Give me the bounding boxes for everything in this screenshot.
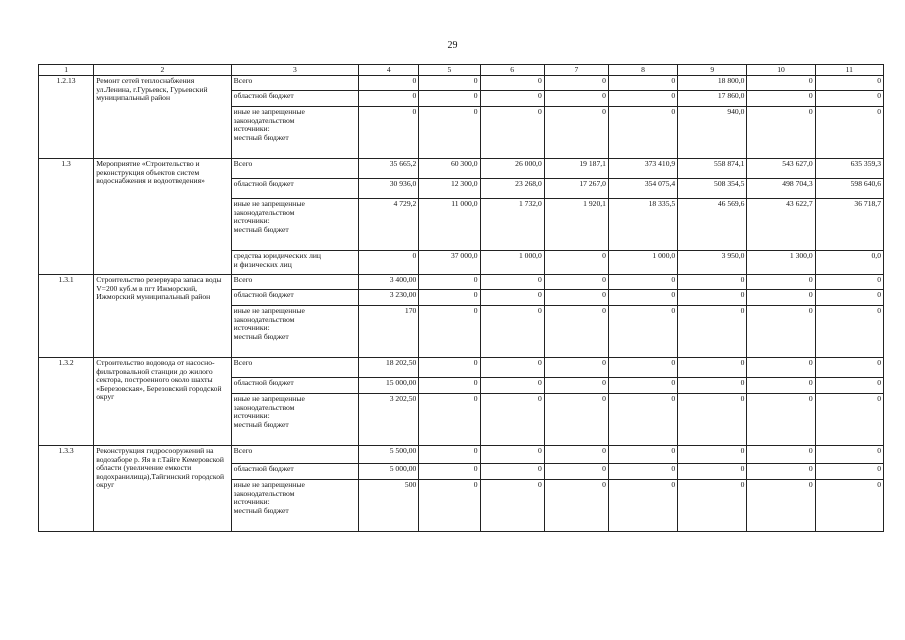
item-name: Строительство резервуара запаса воды V=200 куб.м в пгт Ижморский, Ижморский муниципальный район: [94, 275, 231, 358]
value-cell: 500: [359, 480, 419, 532]
value-cell: 1 732,0: [480, 199, 544, 251]
value-cell: 1 300,0: [747, 251, 815, 275]
funding-source-line: источники:: [233, 411, 270, 421]
funding-source-line: источники:: [233, 497, 270, 507]
funding-source: [231, 480, 358, 532]
value-cell: 0: [544, 107, 608, 159]
value-cell: 0: [608, 394, 677, 446]
funding-source-line: местный бюджет: [233, 224, 289, 234]
value-cell: 18 202,50: [359, 358, 419, 378]
item-code: 1.3.3: [39, 446, 94, 532]
header-cell: 10: [747, 65, 815, 76]
table-body: [39, 65, 884, 532]
value-cell: 0: [480, 358, 544, 378]
value-cell: 0: [747, 275, 815, 290]
value-cell: 18 335,5: [608, 199, 677, 251]
value-cell: 0: [480, 107, 544, 159]
value-cell: 0: [747, 446, 815, 464]
value-cell: 0: [419, 275, 480, 290]
value-cell: 0: [544, 358, 608, 378]
funding-source-line: областной бюджет: [233, 91, 294, 100]
funding-source: [231, 394, 358, 446]
header-cell: 8: [608, 65, 677, 76]
value-cell: 0: [608, 306, 677, 358]
value-cell: 598 640,6: [815, 179, 883, 199]
value-cell: 0: [747, 306, 815, 358]
value-cell: 0: [419, 464, 480, 480]
value-cell: 373 410,9: [608, 159, 677, 179]
funding-source-line: законодательством: [233, 488, 295, 498]
value-cell: 0: [608, 290, 677, 306]
value-cell: 0: [419, 76, 480, 91]
value-cell: 0: [678, 464, 747, 480]
value-cell: 0: [544, 251, 608, 275]
funding-source: [231, 290, 358, 306]
header-row: [39, 65, 884, 76]
value-cell: 5 500,00: [359, 446, 419, 464]
value-cell: 19 187,1: [544, 159, 608, 179]
value-cell: 0: [678, 446, 747, 464]
value-cell: 0: [419, 394, 480, 446]
item-code: 1.3.1: [39, 275, 94, 358]
header-cell: 4: [359, 65, 419, 76]
value-cell: 0: [678, 275, 747, 290]
header-cell: 3: [231, 65, 358, 76]
value-cell: 0: [419, 378, 480, 394]
funding-source-line: областной бюджет: [233, 179, 294, 188]
funding-source-line: иные не запрещенные: [233, 306, 305, 315]
value-cell: 0: [815, 76, 883, 91]
header-cell: 2: [94, 65, 231, 76]
value-cell: 1 920,1: [544, 199, 608, 251]
budget-table: [38, 64, 884, 532]
value-cell: 0: [544, 394, 608, 446]
value-cell: 0: [480, 290, 544, 306]
funding-source-line: Всего: [233, 159, 253, 168]
value-cell: 0: [747, 107, 815, 159]
value-cell: 498 704,3: [747, 179, 815, 199]
value-cell: 0: [815, 446, 883, 464]
item-name: Ремонт сетей теплоснабжения ул.Ленина, г.Гурьевск, Гурьевский муниципальный район: [94, 76, 231, 159]
item-name: Строительство водовода от насосно-фильтровальной станции до жилого сектора, построенного около шахты «Березовская», Березовский городской округ: [94, 358, 231, 446]
funding-source-line: иные не запрещенные: [233, 107, 305, 116]
funding-source: [231, 446, 358, 464]
value-cell: 0: [480, 378, 544, 394]
value-cell: 0: [480, 446, 544, 464]
value-cell: 0: [359, 91, 419, 107]
funding-source-line: Всего: [233, 76, 253, 85]
value-cell: 37 000,0: [419, 251, 480, 275]
value-cell: 0: [608, 275, 677, 290]
value-cell: 0: [747, 464, 815, 480]
funding-source: [231, 306, 358, 358]
value-cell: 0: [815, 275, 883, 290]
value-cell: 0: [608, 464, 677, 480]
funding-source-line: и физических лиц: [233, 259, 292, 269]
funding-source-line: местный бюджет: [233, 505, 289, 515]
value-cell: 35 665,2: [359, 159, 419, 179]
value-cell: 0: [544, 275, 608, 290]
value-cell: 0: [678, 378, 747, 394]
value-cell: 0: [608, 378, 677, 394]
value-cell: 508 354,5: [678, 179, 747, 199]
funding-source-line: законодательством: [233, 314, 295, 324]
funding-source-line: Всего: [233, 358, 253, 367]
value-cell: 0: [678, 394, 747, 446]
value-cell: 0: [419, 290, 480, 306]
value-cell: 0: [419, 480, 480, 532]
funding-source: [231, 76, 358, 91]
table-row: [39, 159, 884, 179]
value-cell: 0: [608, 480, 677, 532]
funding-source-line: местный бюджет: [233, 132, 289, 142]
value-cell: 23 268,0: [480, 179, 544, 199]
value-cell: 0: [359, 251, 419, 275]
value-cell: 46 569,6: [678, 199, 747, 251]
value-cell: 0: [419, 306, 480, 358]
value-cell: 0: [815, 107, 883, 159]
value-cell: 0: [815, 91, 883, 107]
value-cell: 0: [480, 91, 544, 107]
value-cell: 0: [815, 464, 883, 480]
funding-source: [231, 464, 358, 480]
value-cell: 0: [480, 275, 544, 290]
header-cell: 6: [480, 65, 544, 76]
value-cell: 26 000,0: [480, 159, 544, 179]
funding-source: [231, 275, 358, 290]
value-cell: 0: [480, 480, 544, 532]
funding-source-line: законодательством: [233, 207, 295, 217]
value-cell: 0: [815, 290, 883, 306]
value-cell: 0: [359, 76, 419, 91]
value-cell: 60 300,0: [419, 159, 480, 179]
funding-source-line: областной бюджет: [233, 378, 294, 387]
funding-source-line: законодательством: [233, 402, 295, 412]
value-cell: 5 000,00: [359, 464, 419, 480]
value-cell: 3 230,00: [359, 290, 419, 306]
value-cell: 30 936,0: [359, 179, 419, 199]
funding-source-line: средства юридических лиц: [233, 251, 321, 260]
value-cell: 0: [480, 306, 544, 358]
value-cell: 0: [747, 358, 815, 378]
value-cell: 0: [480, 394, 544, 446]
value-cell: 170: [359, 306, 419, 358]
value-cell: 0: [544, 464, 608, 480]
value-cell: 0: [678, 306, 747, 358]
value-cell: 11 000,0: [419, 199, 480, 251]
value-cell: 558 874,1: [678, 159, 747, 179]
item-name: Мероприятие «Строительство и реконструкция объектов систем водоснабжения и водоотведения»: [94, 159, 231, 275]
funding-source-line: иные не запрещенные: [233, 480, 305, 489]
funding-source-line: законодательством: [233, 115, 295, 125]
item-name: Реконструкция гидросооружений на водозаборе р. Яя в г.Тайге Кемеровской области (увеличение емкости водохранилища),Тайгинский городской округ: [94, 446, 231, 532]
value-cell: 543 627,0: [747, 159, 815, 179]
value-cell: 0: [815, 358, 883, 378]
value-cell: 0: [544, 480, 608, 532]
value-cell: 0: [608, 76, 677, 91]
value-cell: 0: [747, 76, 815, 91]
value-cell: 0: [747, 290, 815, 306]
value-cell: 1 000,0: [608, 251, 677, 275]
value-cell: 0: [419, 358, 480, 378]
value-cell: 17 267,0: [544, 179, 608, 199]
item-code: 1.2.13: [39, 76, 94, 159]
item-code: 1.3.2: [39, 358, 94, 446]
value-cell: 18 800,0: [678, 76, 747, 91]
page-number: 29: [447, 40, 458, 51]
value-cell: 0: [608, 107, 677, 159]
funding-source-line: местный бюджет: [233, 331, 289, 341]
value-cell: 12 300,0: [419, 179, 480, 199]
header-cell: 11: [815, 65, 883, 76]
header-cell: 5: [419, 65, 480, 76]
table-row: [39, 76, 884, 91]
value-cell: 0: [544, 306, 608, 358]
value-cell: 43 622,7: [747, 199, 815, 251]
header-cell: 9: [678, 65, 747, 76]
value-cell: 0: [815, 394, 883, 446]
funding-source: [231, 179, 358, 199]
value-cell: 0: [544, 378, 608, 394]
funding-source-line: источники:: [233, 323, 270, 333]
value-cell: 0: [544, 91, 608, 107]
value-cell: 354 075,4: [608, 179, 677, 199]
funding-source-line: местный бюджет: [233, 419, 289, 429]
value-cell: 3 950,0: [678, 251, 747, 275]
value-cell: 0: [608, 358, 677, 378]
funding-source-line: Всего: [233, 446, 253, 455]
value-cell: 0: [480, 464, 544, 480]
value-cell: 0,0: [815, 251, 883, 275]
header-cell: 7: [544, 65, 608, 76]
funding-source-line: источники:: [233, 124, 270, 134]
value-cell: 0: [747, 480, 815, 532]
value-cell: 0: [815, 378, 883, 394]
funding-source: [231, 199, 358, 251]
value-cell: 3 400,00: [359, 275, 419, 290]
funding-source-line: областной бюджет: [233, 290, 294, 299]
value-cell: 0: [608, 446, 677, 464]
value-cell: 0: [747, 394, 815, 446]
value-cell: 0: [544, 290, 608, 306]
value-cell: 635 359,3: [815, 159, 883, 179]
value-cell: 0: [359, 107, 419, 159]
value-cell: 0: [815, 480, 883, 532]
value-cell: 4 729,2: [359, 199, 419, 251]
funding-source: [231, 358, 358, 378]
table-row: [39, 358, 884, 378]
funding-source: [231, 107, 358, 159]
funding-source: [231, 378, 358, 394]
value-cell: 0: [815, 306, 883, 358]
table-row: [39, 275, 884, 290]
value-cell: 3 202,50: [359, 394, 419, 446]
funding-source-line: иные не запрещенные: [233, 199, 305, 208]
value-cell: 940,0: [678, 107, 747, 159]
header-cell: 1: [39, 65, 94, 76]
value-cell: 0: [678, 358, 747, 378]
funding-source-line: областной бюджет: [233, 464, 294, 473]
funding-source: [231, 91, 358, 107]
value-cell: 15 000,00: [359, 378, 419, 394]
value-cell: 0: [747, 91, 815, 107]
value-cell: 0: [544, 76, 608, 91]
value-cell: 0: [419, 446, 480, 464]
funding-source-line: иные не запрещенные: [233, 394, 305, 403]
value-cell: 17 860,0: [678, 91, 747, 107]
value-cell: 0: [608, 91, 677, 107]
value-cell: 0: [544, 446, 608, 464]
value-cell: 1 000,0: [480, 251, 544, 275]
value-cell: 0: [419, 91, 480, 107]
table-row: [39, 446, 884, 464]
item-code: 1.3: [39, 159, 94, 275]
funding-source-line: источники:: [233, 216, 270, 226]
value-cell: 0: [678, 290, 747, 306]
value-cell: 36 718,7: [815, 199, 883, 251]
value-cell: 0: [419, 107, 480, 159]
value-cell: 0: [747, 378, 815, 394]
value-cell: 0: [480, 76, 544, 91]
funding-source: [231, 159, 358, 179]
funding-source: [231, 251, 358, 275]
funding-source-line: Всего: [233, 275, 253, 284]
value-cell: 0: [678, 480, 747, 532]
